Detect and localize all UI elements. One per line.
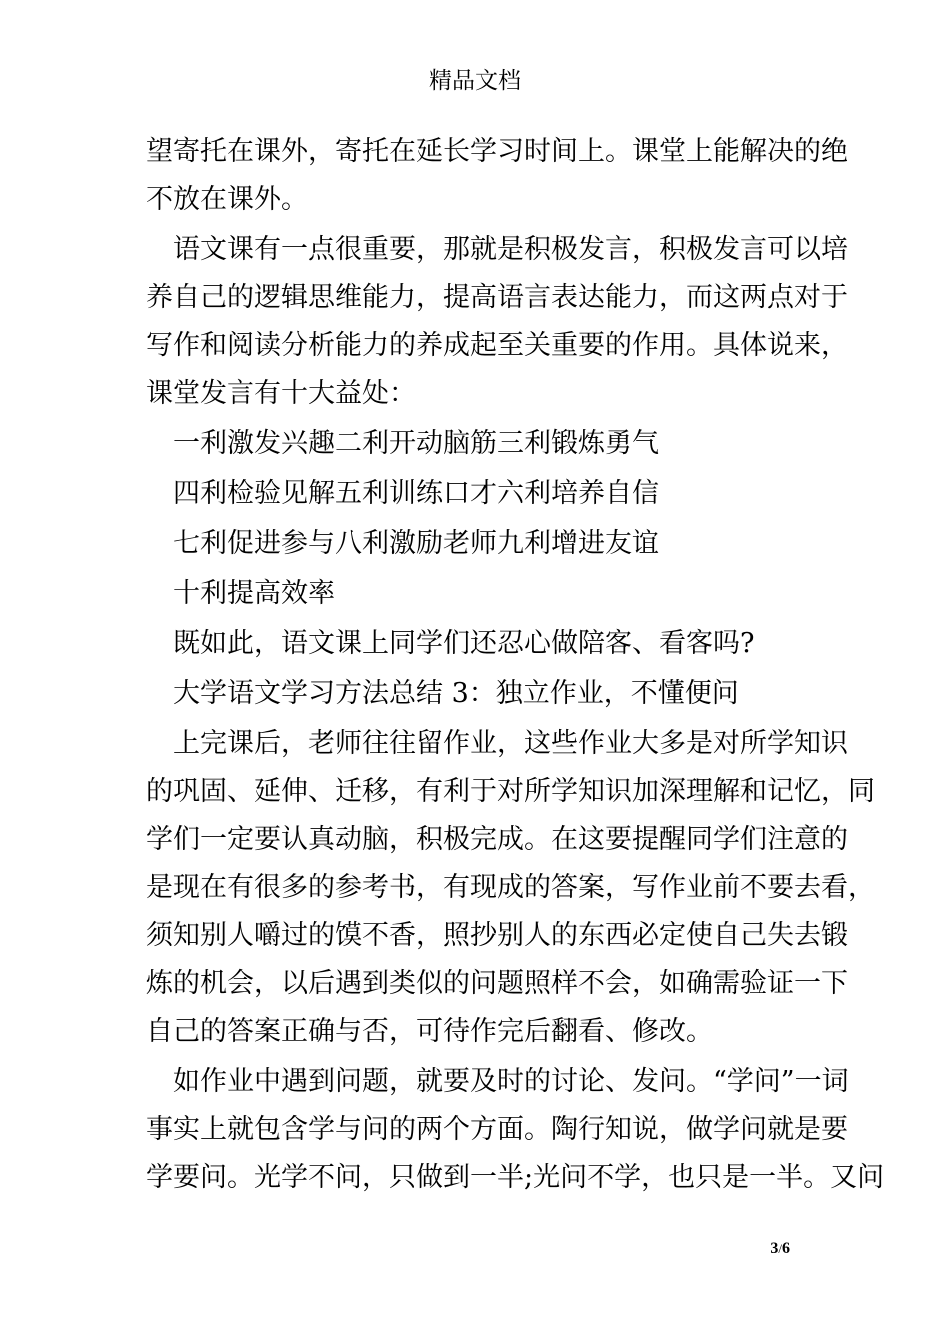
text-line: 大学语文学习方法总结 3：独立作业，不懂便问 xyxy=(173,678,739,709)
text-line: 的巩固、延伸、迁移，有利于对所学知识加深理解和记忆，同 xyxy=(146,776,875,807)
text-line: 写作和阅读分析能力的养成起至关重要的作用。具体说来， xyxy=(146,330,848,361)
text-line: 既如此，语文课上同学们还忍心做陪客、看客吗? xyxy=(173,628,755,659)
text-line: 如作业中遇到问题，就要及时的讨论、发问。“学问”一词 xyxy=(173,1066,849,1097)
paragraph xyxy=(146,720,875,1056)
text-line: 事实上就包含学与问的两个方面。陶行知说，做学问就是要 xyxy=(146,1114,848,1145)
text-line: 七利促进参与八利激励老师九利增进友谊 xyxy=(173,528,659,559)
page-total: 6 xyxy=(782,1240,790,1257)
text-line: 十利提高效率 xyxy=(173,578,335,609)
page-separator: / xyxy=(778,1241,782,1256)
text-line: 语文课有一点很重要，那就是积极发言，积极发言可以培 xyxy=(173,234,848,265)
paragraph xyxy=(146,570,810,618)
paragraph xyxy=(146,1058,885,1202)
text-line: 养自己的逻辑思维能力，提高语言表达能力，而这两点对于 xyxy=(146,282,848,313)
text-line: 炼的机会，以后遇到类似的问题照样不会，如确需验证一下 xyxy=(146,968,848,999)
paragraph xyxy=(146,520,810,568)
text-line: 一利激发兴趣二利开动脑筋三利锻炼勇气 xyxy=(173,428,659,459)
paragraph xyxy=(146,128,848,224)
paragraph xyxy=(146,620,810,668)
page-current: 3 xyxy=(770,1240,779,1257)
paragraph xyxy=(146,470,810,518)
text-line: 四利检验见解五利训练口才六利培养自信 xyxy=(173,478,659,509)
text-line: 上完课后，老师往往留作业，这些作业大多是对所学知识 xyxy=(173,728,848,759)
text-line: 望寄托在课外，寄托在延长学习时间上。课堂上能解决的绝 xyxy=(146,136,848,167)
text-line: 学要问。光学不问，只做到一半;光问不学，也只是一半。又问 xyxy=(146,1162,885,1193)
text-line: 课堂发言有十大益处： xyxy=(146,378,416,409)
text-line: 不放在课外。 xyxy=(146,184,308,215)
paragraph xyxy=(146,420,810,468)
page-number xyxy=(720,1240,790,1258)
paragraph xyxy=(146,670,810,718)
text-line: 自己的答案正确与否，可待作完后翻看、修改。 xyxy=(146,1016,713,1047)
text-line: 须知别人嚼过的馍不香，照抄别人的东西必定使自己失去锻 xyxy=(146,920,848,951)
document-body xyxy=(146,128,885,1202)
text-line: 是现在有很多的参考书，有现成的答案，写作业前不要去看， xyxy=(146,872,875,903)
page-header: 精品文档 xyxy=(429,68,521,94)
paragraph xyxy=(146,226,848,418)
text-line: 学们一定要认真动脑，积极完成。在这要提醒同学们注意的 xyxy=(146,824,848,855)
